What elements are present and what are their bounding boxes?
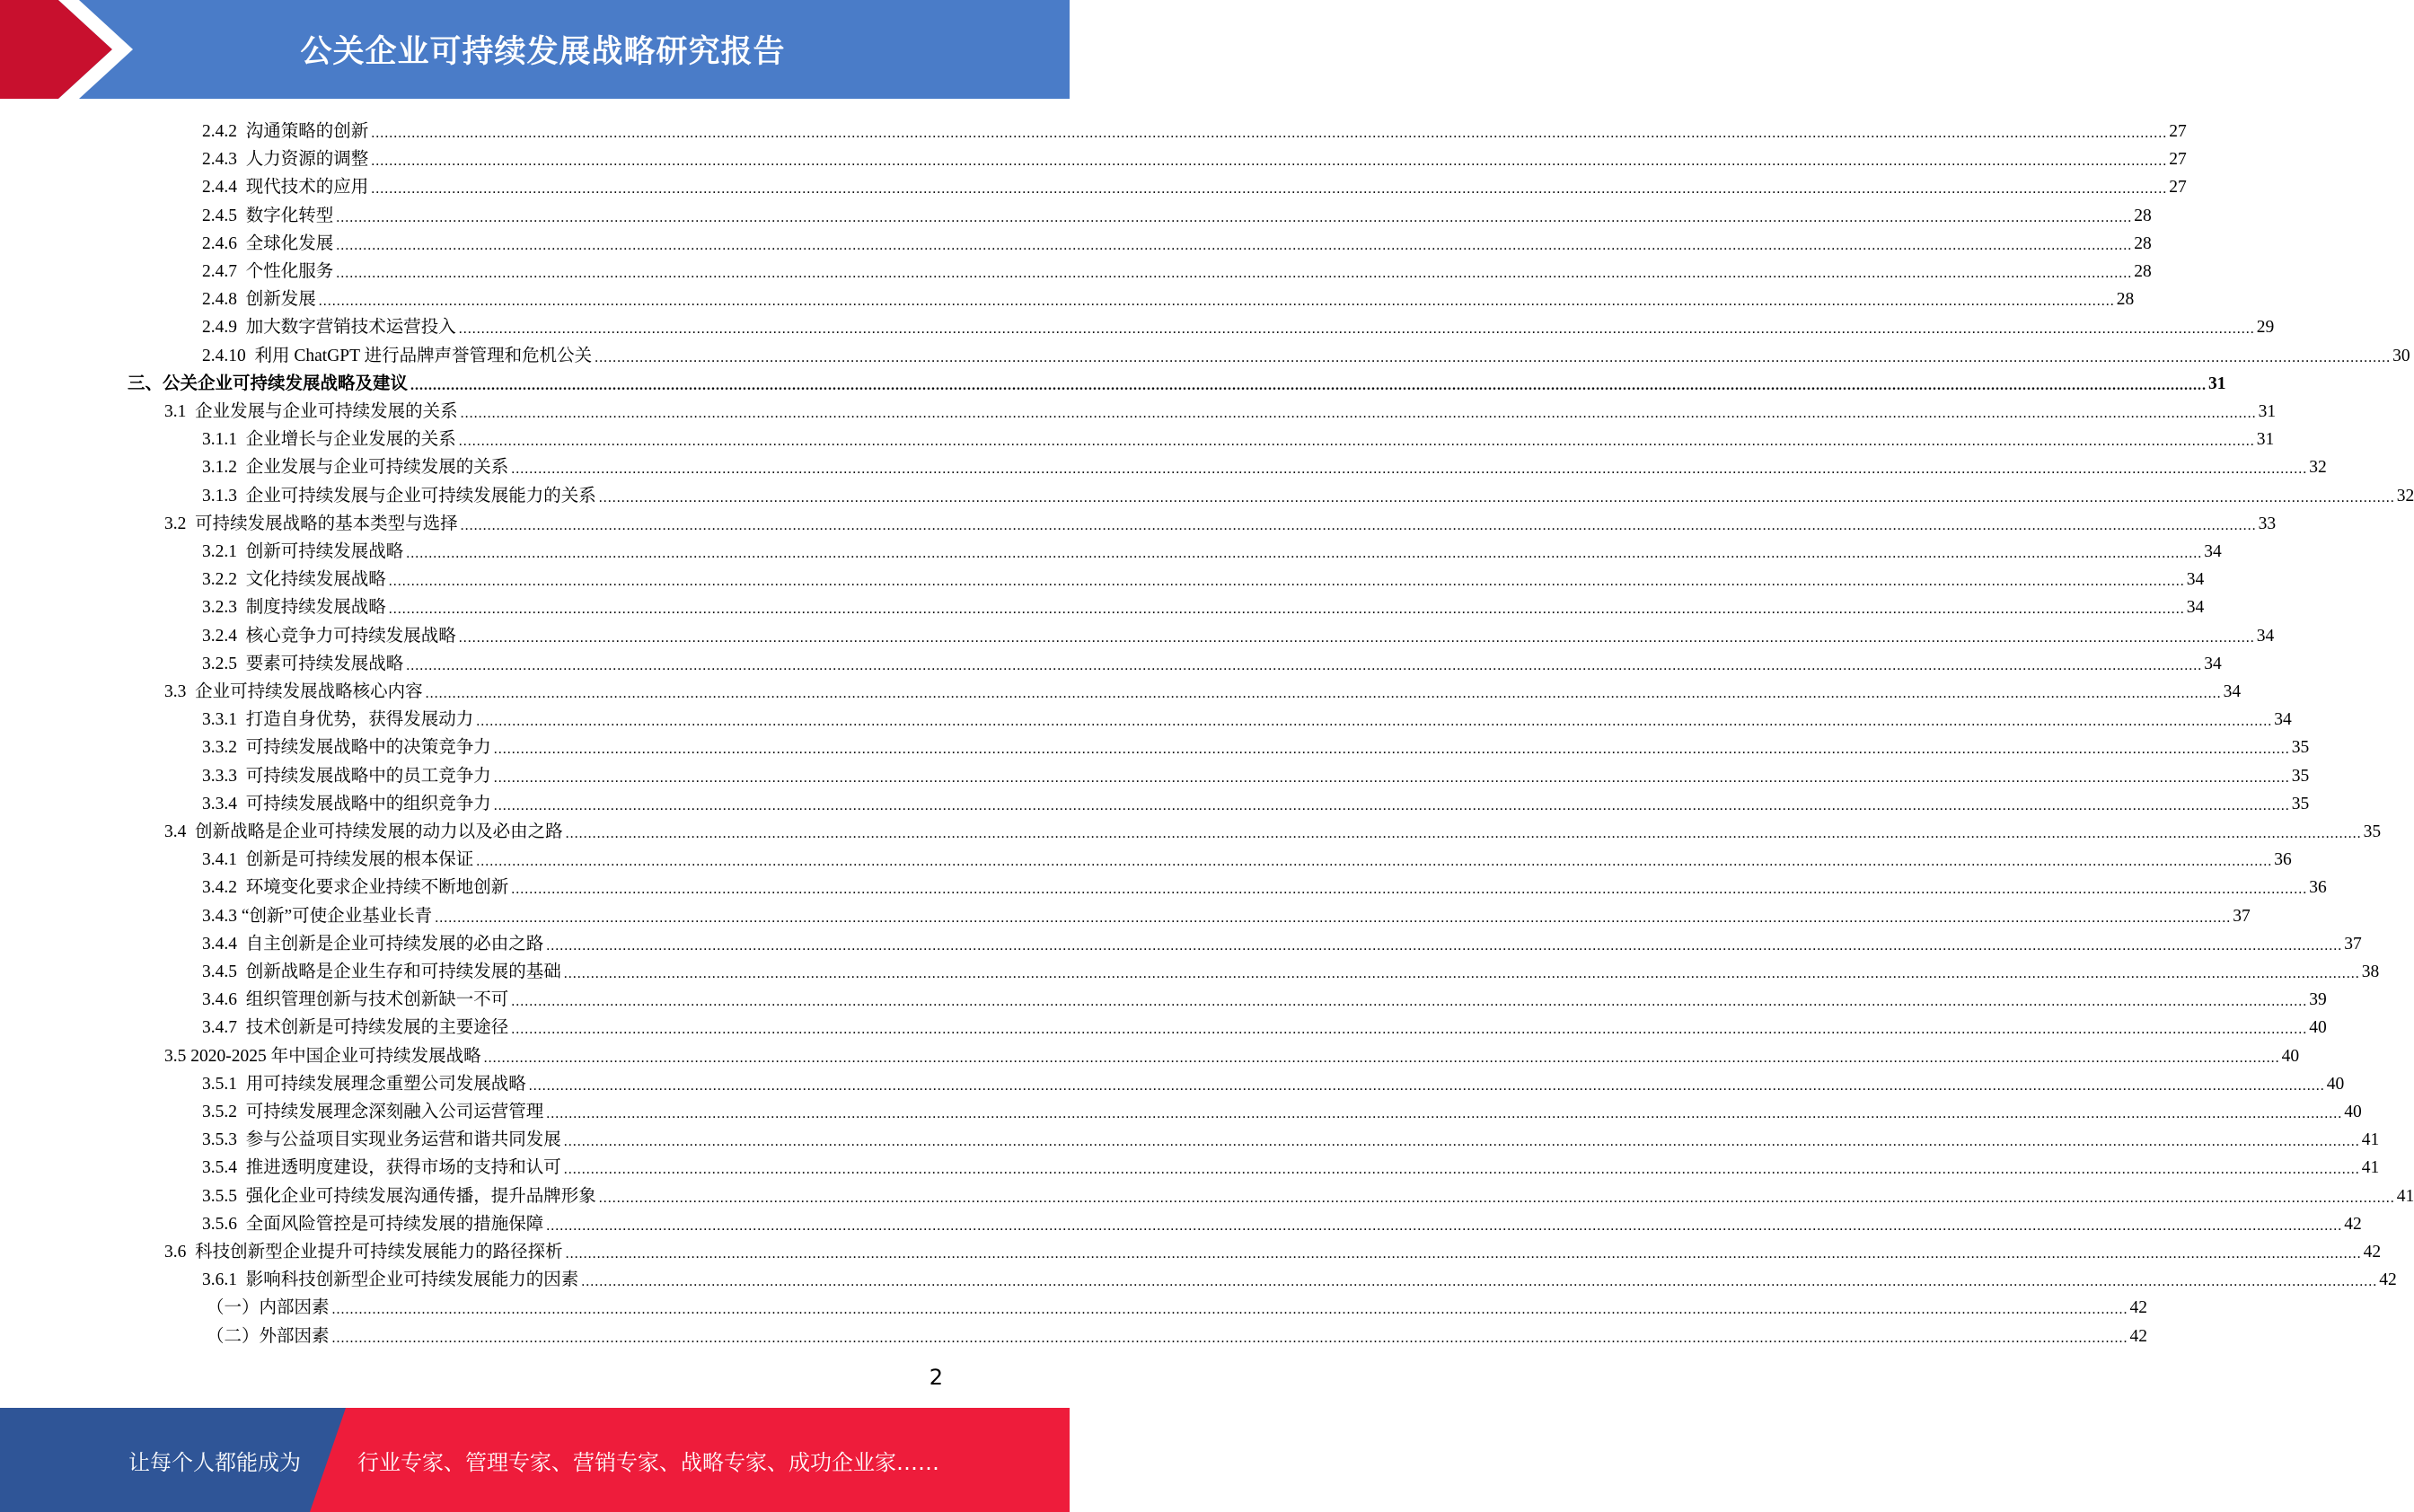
toc-entry[interactable]	[207, 1290, 2148, 1318]
toc-dot-leader: ................................................................................................................................................................................................................................................................................................................................................................................................................	[511, 1022, 2308, 1038]
toc-entry-page: 34	[2186, 570, 2205, 590]
toc-entry-page: 34	[2274, 710, 2292, 730]
toc-entry[interactable]	[164, 1039, 2300, 1067]
toc-dot-leader: ................................................................................................................................................................................................................................................................................................................................................................................................................	[546, 1218, 2343, 1234]
toc-entry-page: 35	[2291, 794, 2310, 813]
toc-entry-label: （一）内部因素	[207, 1298, 330, 1318]
toc-entry-page: 40	[2281, 1046, 2300, 1066]
toc-entry-label: 3.1.3 企业可持续发展与企业可持续发展能力的关系	[202, 486, 596, 505]
toc-entry[interactable]	[202, 619, 2275, 646]
toc-entry[interactable]	[202, 226, 2152, 254]
toc-entry-page: 36	[2309, 878, 2327, 898]
toc-entry[interactable]	[164, 394, 2277, 422]
toc-entry-label: 3.4.2 环境变化要求企业持续不断地创新	[202, 878, 509, 898]
toc-entry-page: 35	[2363, 822, 2382, 841]
toc-entry-page: 42	[2379, 1270, 2397, 1290]
toc-entry-label: 3.2.5 要素可持续发展战略	[202, 654, 404, 673]
toc-dot-leader: ................................................................................................................................................................................................................................................................................................................................................................................................................	[371, 181, 2168, 198]
toc-dot-leader: ................................................................................................................................................................................................................................................................................................................................................................................................................	[460, 406, 2257, 421]
toc-entry-label: 三、公关企业可持续发展战略及建议	[128, 374, 409, 393]
toc-entry-label: 3.4.3 “创新”可使企业基业长青	[202, 906, 433, 926]
toc-entry-label: 2.4.8 创新发展	[202, 290, 316, 310]
toc-entry-page: 27	[2169, 122, 2187, 141]
toc-entry[interactable]	[164, 506, 2277, 534]
toc-entry-page: 39	[2309, 990, 2327, 1010]
toc-entry-page: 37	[2344, 934, 2362, 954]
toc-entry[interactable]	[202, 899, 2251, 927]
toc-entry[interactable]	[202, 870, 2327, 898]
toc-dot-leader: ................................................................................................................................................................................................................................................................................................................................................................................................................	[476, 854, 2273, 870]
toc-entry[interactable]	[202, 170, 2187, 198]
toc-entry[interactable]	[202, 310, 2275, 338]
toc-entry-page: 28	[2134, 233, 2152, 253]
toc-entry-page: 41	[2396, 1186, 2414, 1206]
toc-entry-page: 30	[2392, 346, 2410, 365]
toc-dot-leader: ................................................................................................................................................................................................................................................................................................................................................................................................................	[563, 1162, 2360, 1178]
toc-dot-leader: ................................................................................................................................................................................................................................................................................................................................................................................................................	[406, 657, 2203, 673]
toc-dot-leader: ................................................................................................................................................................................................................................................................................................................................................................................................................	[493, 769, 2290, 786]
toc-entry[interactable]	[202, 338, 2410, 366]
toc-entry-label: 3.2.2 文化持续发展战略	[202, 570, 386, 590]
toc-entry[interactable]	[164, 814, 2382, 842]
toc-dot-leader: ................................................................................................................................................................................................................................................................................................................................................................................................................	[546, 937, 2343, 954]
toc-entry-label: 2.4.6 全球化发展	[202, 233, 334, 253]
toc-entry-label: 2.4.7 个性化服务	[202, 262, 334, 281]
toc-entry-label: 3.5.4 推进透明度建设，获得市场的支持和认可	[202, 1158, 561, 1178]
toc-entry-page: 40	[2344, 1103, 2362, 1121]
toc-dot-leader: ................................................................................................................................................................................................................................................................................................................................................................................................................	[511, 882, 2308, 898]
toc-entry[interactable]	[202, 787, 2310, 814]
toc-entry-label: （二）外部因素	[207, 1326, 330, 1346]
toc-entry-page: 28	[2134, 262, 2152, 281]
toc-entry-label: 2.4.9 加大数字营销技术运营投入	[202, 318, 456, 338]
page-number: 2	[929, 1365, 943, 1390]
toc-entry-label: 3.2.1 创新可持续发展战略	[202, 542, 404, 561]
toc-entry[interactable]	[128, 366, 2226, 394]
toc-dot-leader: ................................................................................................................................................................................................................................................................................................................................................................................................................	[598, 1190, 2395, 1206]
toc-entry-label: 3.4.5 创新战略是企业生存和可持续发展的基础	[202, 963, 561, 981]
toc-dot-leader: ................................................................................................................................................................................................................................................................................................................................................................................................................	[565, 1246, 2362, 1261]
toc-entry-page: 34	[2256, 626, 2275, 646]
toc-entry[interactable]	[202, 759, 2310, 787]
toc-entry-label: 3.4.7 技术创新是可持续发展的主要途径	[202, 1018, 509, 1038]
toc-entry[interactable]	[202, 114, 2187, 142]
toc-entry-label: 3.4 创新战略是企业可持续发展的动力以及必由之路	[164, 822, 563, 841]
toc-entry-page: 35	[2291, 738, 2310, 758]
toc-entry-page: 34	[2204, 654, 2222, 673]
toc-entry-page: 40	[2326, 1074, 2345, 1094]
toc-entry-page: 31	[2256, 430, 2275, 450]
toc-entry-page: 42	[2129, 1326, 2148, 1346]
toc-entry-page: 42	[2129, 1298, 2148, 1318]
toc-entry-label: 3.3.4 可持续发展战略中的组织竞争力	[202, 794, 491, 813]
toc-dot-leader: ................................................................................................................................................................................................................................................................................................................................................................................................................	[425, 686, 2222, 701]
toc-entry[interactable]	[202, 1122, 2380, 1150]
toc-entry-page: 28	[2134, 206, 2152, 225]
toc-entry-label: 3.3.2 可持续发展战略中的决策竞争力	[202, 738, 491, 758]
toc-dot-leader: ................................................................................................................................................................................................................................................................................................................................................................................................................	[493, 742, 2290, 758]
toc-dot-leader: ................................................................................................................................................................................................................................................................................................................................................................................................................	[435, 910, 2232, 926]
toc-entry-page: 27	[2169, 150, 2187, 170]
toc-dot-leader: ................................................................................................................................................................................................................................................................................................................................................................................................................	[318, 294, 2115, 310]
toc-dot-leader: ................................................................................................................................................................................................................................................................................................................................................................................................................	[371, 126, 2168, 141]
toc-entry-page: 35	[2291, 766, 2310, 786]
toc-entry-label: 3.5.6 全面风险管控是可持续发展的措施保障	[202, 1214, 544, 1234]
toc-dot-leader: ................................................................................................................................................................................................................................................................................................................................................................................................................	[458, 434, 2255, 450]
toc-entry-label: 3.4.6 组织管理创新与技术创新缺一不可	[202, 990, 509, 1010]
toc-entry[interactable]	[202, 422, 2275, 450]
toc-entry[interactable]	[164, 1235, 2382, 1262]
footer-slogan-right: 行业专家、管理专家、营销专家、战略专家、成功企业家……	[357, 1449, 939, 1475]
toc-entry-page: 31	[2258, 402, 2277, 421]
toc-dot-leader: ................................................................................................................................................................................................................................................................................................................................................................................................................	[493, 797, 2290, 813]
toc-dot-leader: ................................................................................................................................................................................................................................................................................................................................................................................................................	[336, 209, 2133, 225]
toc-dot-leader: ................................................................................................................................................................................................................................................................................................................................................................................................................	[336, 266, 2133, 281]
toc-dot-leader: ................................................................................................................................................................................................................................................................................................................................................................................................................	[336, 237, 2133, 253]
toc-entry[interactable]	[202, 1262, 2397, 1290]
toc-entry[interactable]	[202, 1150, 2380, 1178]
toc-entry-page: 37	[2233, 906, 2251, 926]
toc-entry-page: 41	[2361, 1158, 2380, 1178]
toc-entry[interactable]	[202, 646, 2222, 674]
toc-entry[interactable]	[202, 590, 2205, 618]
toc-entry-label: 3.1 企业发展与企业可持续发展的关系	[164, 402, 458, 421]
toc-entry-page: 31	[2208, 374, 2226, 393]
toc-dot-leader: ................................................................................................................................................................................................................................................................................................................................................................................................................	[331, 1302, 2128, 1318]
toc-dot-leader: ................................................................................................................................................................................................................................................................................................................................................................................................................	[458, 321, 2255, 338]
toc-entry-page: 42	[2344, 1214, 2362, 1234]
toc-entry-label: 3.3 企业可持续发展战略核心内容	[164, 682, 423, 701]
toc-entry-label: 3.6.1 影响科技创新型企业可持续发展能力的因素	[202, 1270, 579, 1290]
toc-entry[interactable]	[202, 982, 2327, 1010]
toc-entry[interactable]	[202, 282, 2135, 310]
toc-entry-page: 38	[2361, 963, 2380, 981]
toc-dot-leader: ................................................................................................................................................................................................................................................................................................................................................................................................................	[483, 1050, 2280, 1066]
toc-entry[interactable]	[202, 254, 2152, 282]
toc-entry[interactable]	[202, 1010, 2327, 1038]
toc-dot-leader: ................................................................................................................................................................................................................................................................................................................................................................................................................	[546, 1106, 2343, 1121]
toc-dot-leader: ................................................................................................................................................................................................................................................................................................................................................................................................................	[388, 574, 2185, 590]
toc-entry[interactable]	[164, 674, 2242, 702]
toc-dot-leader: ................................................................................................................................................................................................................................................................................................................................................................................................................	[511, 462, 2308, 478]
toc-entry-page: 29	[2256, 318, 2275, 338]
toc-entry[interactable]	[202, 702, 2292, 730]
toc-entry-page: 28	[2116, 290, 2135, 310]
toc-entry-page: 40	[2309, 1018, 2327, 1038]
toc-entry[interactable]	[202, 1207, 2362, 1235]
toc-dot-leader: ................................................................................................................................................................................................................................................................................................................................................................................................................	[458, 629, 2255, 646]
toc-entry-label: 2.4.2 沟通策略的创新	[202, 122, 369, 141]
toc-entry[interactable]	[202, 927, 2362, 954]
toc-entry-page: 41	[2361, 1130, 2380, 1150]
toc-dot-leader: ................................................................................................................................................................................................................................................................................................................................................................................................................	[598, 489, 2395, 505]
toc-entry-page: 34	[2204, 542, 2222, 561]
toc-dot-leader: ................................................................................................................................................................................................................................................................................................................................................................................................................	[410, 377, 2207, 393]
toc-entry[interactable]	[202, 730, 2310, 758]
toc-entry[interactable]	[202, 954, 2380, 982]
toc-dot-leader: ................................................................................................................................................................................................................................................................................................................................................................................................................	[388, 602, 2185, 618]
toc-entry[interactable]	[202, 1094, 2362, 1122]
toc-dot-leader: ................................................................................................................................................................................................................................................................................................................................................................................................................	[581, 1274, 2378, 1290]
toc-entry-label: 2.4.4 现代技术的应用	[202, 178, 369, 198]
report-title: 公关企业可持续发展战略研究报告	[300, 34, 786, 70]
toc-entry-page: 42	[2363, 1243, 2382, 1261]
toc-entry-page: 34	[2186, 598, 2205, 618]
toc-entry-label: 3.5.3 参与公益项目实现业务运营和谐共同发展	[202, 1130, 561, 1150]
toc-entry[interactable]	[202, 479, 2414, 506]
toc-entry-label: 3.5.1 用可持续发展理念重塑公司发展战略	[202, 1074, 526, 1094]
toc-entry-label: 3.2.3 制度持续发展战略	[202, 598, 386, 618]
page-footer	[0, 1408, 1070, 1512]
toc-entry-label: 3.1.2 企业发展与企业可持续发展的关系	[202, 458, 509, 478]
toc-dot-leader: ................................................................................................................................................................................................................................................................................................................................................................................................................	[528, 1077, 2325, 1094]
toc-entry-label: 3.4.1 创新是可持续发展的根本保证	[202, 850, 474, 870]
toc-entry[interactable]	[202, 1179, 2414, 1207]
page-header	[0, 0, 1070, 99]
toc-entry-label: 3.4.4 自主创新是企业可持续发展的必由之路	[202, 934, 544, 954]
toc-dot-leader: ................................................................................................................................................................................................................................................................................................................................................................................................................	[563, 966, 2360, 981]
toc-dot-leader: ................................................................................................................................................................................................................................................................................................................................................................................................................	[460, 517, 2257, 533]
toc-dot-leader: ................................................................................................................................................................................................................................................................................................................................................................................................................	[563, 1134, 2360, 1150]
toc-entry[interactable]	[202, 534, 2222, 562]
toc-entry-label: 3.5.5 强化企业可持续发展沟通传播，提升品牌形象	[202, 1186, 596, 1206]
toc-entry-label: 3.5 2020-2025 年中国企业可持续发展战略	[164, 1046, 481, 1066]
toc-dot-leader: ................................................................................................................................................................................................................................................................................................................................................................................................................	[565, 826, 2362, 841]
toc-entry-page: 27	[2169, 178, 2187, 198]
toc-entry-label: 3.3.3 可持续发展战略中的员工竞争力	[202, 766, 491, 786]
toc-entry-label: 3.2.4 核心竞争力可持续发展战略	[202, 626, 456, 646]
toc-entry-label: 3.2 可持续发展战略的基本类型与选择	[164, 514, 458, 533]
toc-entry-label: 3.5.2 可持续发展理念深刻融入公司运营管理	[202, 1103, 544, 1121]
toc-entry[interactable]	[202, 842, 2292, 870]
toc-dot-leader: ................................................................................................................................................................................................................................................................................................................................................................................................................	[371, 154, 2168, 170]
toc-entry-page: 34	[2223, 682, 2242, 701]
toc-entry-label: 3.3.1 打造自身优势，获得发展动力	[202, 710, 474, 730]
toc-entry[interactable]	[202, 142, 2187, 170]
toc-entry[interactable]	[202, 450, 2327, 478]
toc-entry-label: 2.4.3 人力资源的调整	[202, 150, 369, 170]
toc-entry[interactable]	[207, 1319, 2148, 1347]
toc-entry-page: 32	[2396, 486, 2414, 505]
toc-entry-label: 3.6 科技创新型企业提升可持续发展能力的路径探析	[164, 1243, 563, 1261]
toc-entry-label: 2.4.5 数字化转型	[202, 206, 334, 225]
toc-entry-page: 32	[2309, 458, 2327, 478]
toc-dot-leader: ................................................................................................................................................................................................................................................................................................................................................................................................................	[331, 1330, 2128, 1346]
toc-entry-page: 36	[2274, 850, 2292, 870]
toc-dot-leader: ................................................................................................................................................................................................................................................................................................................................................................................................................	[511, 994, 2308, 1010]
toc-entry-page: 33	[2258, 514, 2277, 533]
footer-slogan-left: 让每个人都能成为	[128, 1449, 301, 1475]
toc-entry[interactable]	[202, 1067, 2345, 1094]
toc-dot-leader: ................................................................................................................................................................................................................................................................................................................................................................................................................	[476, 714, 2273, 730]
toc-dot-leader: ................................................................................................................................................................................................................................................................................................................................................................................................................	[595, 349, 2392, 365]
toc-entry-label: 3.1.1 企业增长与企业发展的关系	[202, 430, 456, 450]
toc-entry[interactable]	[202, 562, 2205, 590]
toc-entry-label: 2.4.10 利用 ChatGPT 进行品牌声誉管理和危机公关	[202, 346, 593, 365]
toc-entry[interactable]	[202, 198, 2152, 226]
toc-dot-leader: ................................................................................................................................................................................................................................................................................................................................................................................................................	[406, 546, 2203, 561]
